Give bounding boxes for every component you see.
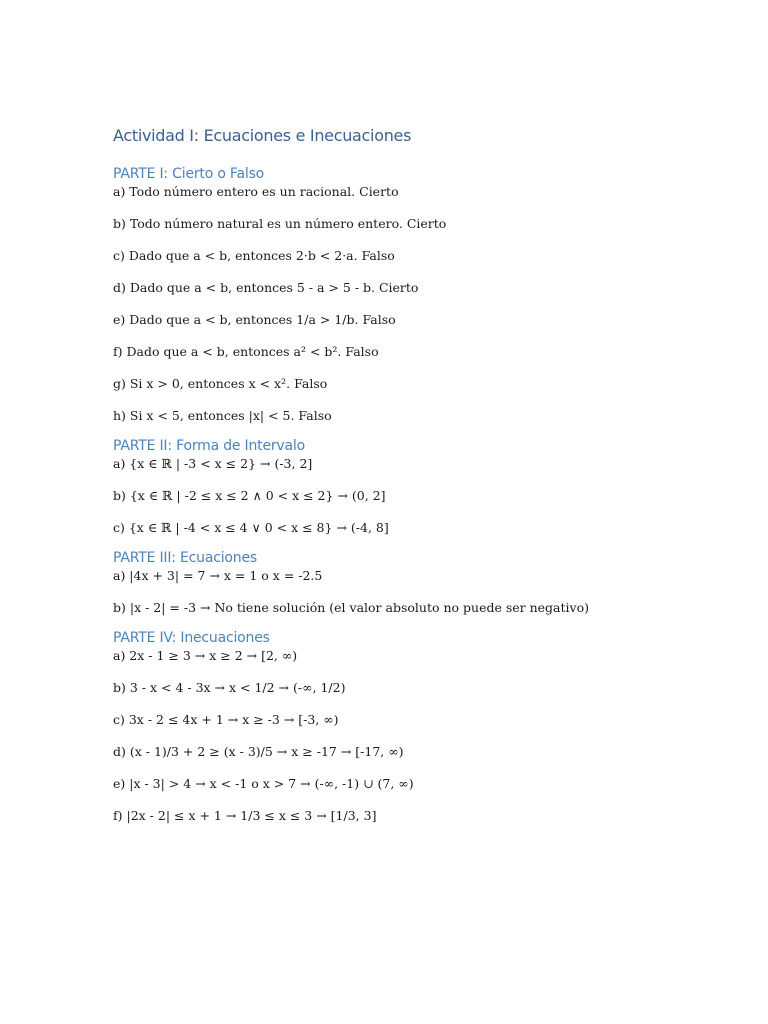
list-item: a) |4x + 3| = 7 → x = 1 o x = -2.5 [113, 568, 323, 583]
list-item: c) 3x - 2 ≤ 4x + 1 → x ≥ -3 → [-3, ∞) [113, 712, 339, 727]
section-heading-parte-iv: PARTE IV: Inecuaciones [113, 630, 270, 646]
section-heading-parte-ii: PARTE II: Forma de Intervalo [113, 438, 305, 454]
document-page [113, 124, 733, 840]
list-item: d) Dado que a < b, entonces 5 - a > 5 - b. Cierto [113, 280, 419, 295]
list-item: f) Dado que a < b, entonces a² < b². Falso [113, 344, 379, 359]
list-item: f) |2x - 2| ≤ x + 1 → 1/3 ≤ x ≤ 3 → [1/3, 3] [113, 808, 377, 823]
list-item: g) Si x > 0, entonces x < x². Falso [113, 376, 328, 391]
list-item: c) Dado que a < b, entonces 2·b < 2·a. Falso [113, 248, 395, 263]
list-item: b) |x - 2| = -3 → No tiene solución (el valor absoluto no puede ser negativo) [113, 600, 589, 615]
list-item: a) Todo número entero es un racional. Cierto [113, 184, 399, 199]
list-item: d) (x - 1)/3 + 2 ≥ (x - 3)/5 → x ≥ -17 → [-17, ∞) [113, 744, 404, 759]
document-title: Actividad I: Ecuaciones e Inecuaciones [113, 126, 412, 145]
list-item: a) {x ∈ ℝ | -3 < x ≤ 2} → (-3, 2] [113, 456, 313, 471]
list-item: h) Si x < 5, entonces |x| < 5. Falso [113, 408, 332, 423]
list-item: a) 2x - 1 ≥ 3 → x ≥ 2 → [2, ∞) [113, 648, 298, 663]
list-item: b) 3 - x < 4 - 3x → x < 1/2 → (-∞, 1/2) [113, 680, 346, 695]
list-item: e) |x - 3| > 4 → x < -1 o x > 7 → (-∞, -1) ∪ (7, ∞) [113, 776, 414, 791]
list-item: c) {x ∈ ℝ | -4 < x ≤ 4 ∨ 0 < x ≤ 8} → (-4, 8] [113, 520, 389, 535]
list-item: b) Todo número natural es un número entero. Cierto [113, 216, 447, 231]
section-heading-parte-iii: PARTE III: Ecuaciones [113, 550, 257, 566]
list-item: e) Dado que a < b, entonces 1/a > 1/b. Falso [113, 312, 396, 327]
section-heading-parte-i: PARTE I: Cierto o Falso [113, 166, 265, 182]
list-item: b) {x ∈ ℝ | -2 ≤ x ≤ 2 ∧ 0 < x ≤ 2} → (0, 2] [113, 488, 386, 503]
